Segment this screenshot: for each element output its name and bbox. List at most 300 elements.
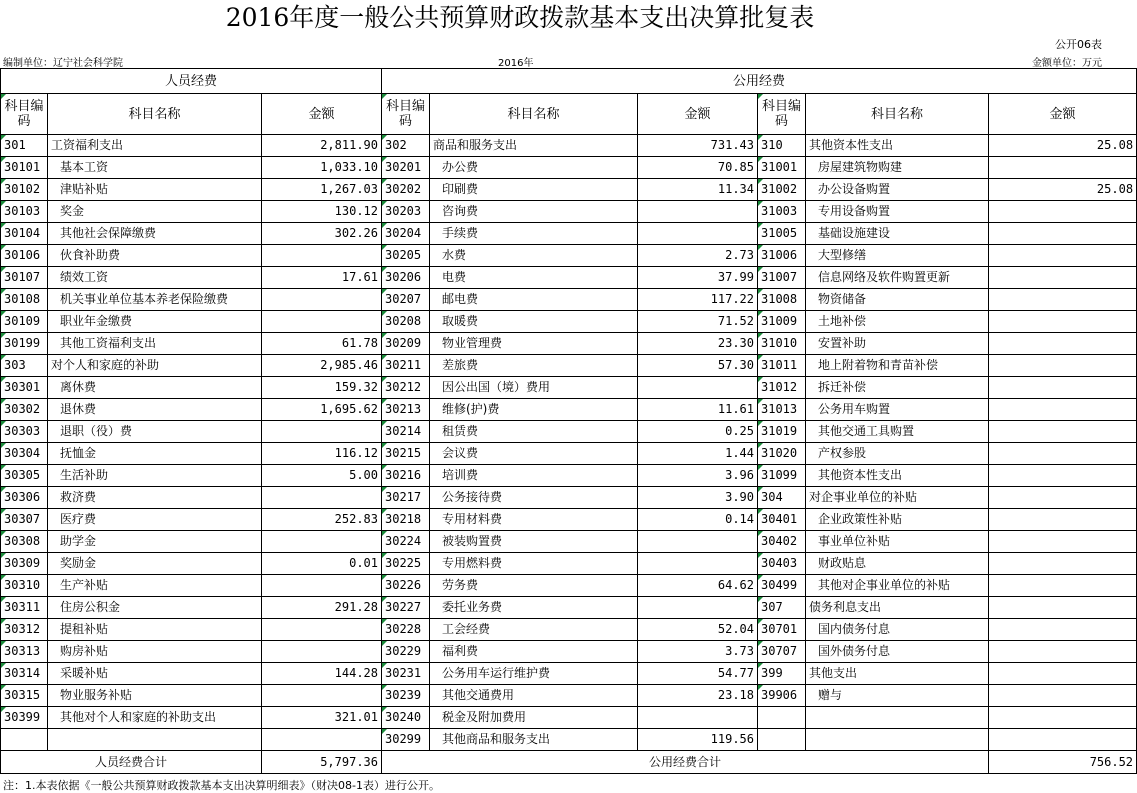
table-row [1, 157, 1137, 179]
public-goods-name: 水费 [430, 245, 638, 267]
public-capital-amount [989, 597, 1137, 619]
personnel-code: 30103 [1, 201, 48, 223]
public-capital-code [758, 729, 806, 751]
table-row [1, 729, 1137, 751]
public-goods-name: 商品和服务支出 [430, 135, 638, 157]
public-goods-name: 会议费 [430, 443, 638, 465]
personnel-amount [262, 289, 382, 311]
personnel-amount [262, 531, 382, 553]
header-code: 科目编码 [382, 94, 430, 135]
personnel-code: 30104 [1, 223, 48, 245]
public-goods-code: 30212 [382, 377, 430, 399]
personnel-code: 30305 [1, 465, 48, 487]
public-capital-code: 399 [758, 663, 806, 685]
public-capital-amount [989, 663, 1137, 685]
public-capital-amount [989, 421, 1137, 443]
public-goods-amount: 1.44 [638, 443, 758, 465]
personnel-name: 对个人和家庭的补助 [48, 355, 262, 377]
public-capital-amount [989, 641, 1137, 663]
personnel-code: 30107 [1, 267, 48, 289]
personnel-amount: 144.28 [262, 663, 382, 685]
public-capital-code: 30499 [758, 575, 806, 597]
public-goods-name: 手续费 [430, 223, 638, 245]
public-total-amount: 756.52 [989, 751, 1137, 774]
compiling-unit: 编制单位：辽宁社会科学院 [3, 58, 123, 69]
table-row [1, 399, 1137, 421]
personnel-name: 离休费 [48, 377, 262, 399]
personnel-code: 30314 [1, 663, 48, 685]
public-capital-name: 财政贴息 [806, 553, 989, 575]
public-capital-amount [989, 443, 1137, 465]
personnel-name: 绩效工资 [48, 267, 262, 289]
public-capital-name: 企业政策性补贴 [806, 509, 989, 531]
public-goods-amount: 23.30 [638, 333, 758, 355]
personnel-amount: 61.78 [262, 333, 382, 355]
personnel-name: 伙食补助费 [48, 245, 262, 267]
public-capital-name: 拆迁补偿 [806, 377, 989, 399]
public-capital-name: 大型修缮 [806, 245, 989, 267]
public-capital-name [806, 729, 989, 751]
section-personnel: 人员经费 [1, 69, 382, 94]
personnel-code: 30109 [1, 311, 48, 333]
personnel-code: 30306 [1, 487, 48, 509]
personnel-name: 工资福利支出 [48, 135, 262, 157]
public-goods-amount: 11.61 [638, 399, 758, 421]
table-row [1, 487, 1137, 509]
personnel-code: 30199 [1, 333, 48, 355]
personnel-code: 30301 [1, 377, 48, 399]
table-row [1, 421, 1137, 443]
public-goods-code: 30209 [382, 333, 430, 355]
public-capital-name [806, 707, 989, 729]
public-goods-name: 印刷费 [430, 179, 638, 201]
personnel-amount: 321.01 [262, 707, 382, 729]
public-capital-name: 房屋建筑物购建 [806, 157, 989, 179]
personnel-name [48, 729, 262, 751]
table-row [1, 355, 1137, 377]
personnel-code [1, 729, 48, 751]
public-goods-name: 其他交通费用 [430, 685, 638, 707]
public-goods-name: 福利费 [430, 641, 638, 663]
personnel-name: 生活补助 [48, 465, 262, 487]
public-goods-code: 30202 [382, 179, 430, 201]
public-goods-code: 30299 [382, 729, 430, 751]
public-capital-code: 31009 [758, 311, 806, 333]
public-capital-name: 其他资本性支出 [806, 135, 989, 157]
header-amount: 金额 [638, 94, 758, 135]
amount-unit: 金额单位：万元 [1032, 58, 1102, 69]
public-goods-code: 30229 [382, 641, 430, 663]
public-capital-code: 307 [758, 597, 806, 619]
public-goods-name: 被装购置费 [430, 531, 638, 553]
personnel-name: 其他工资福利支出 [48, 333, 262, 355]
public-goods-amount: 2.73 [638, 245, 758, 267]
public-goods-code: 30206 [382, 267, 430, 289]
personnel-name: 机关事业单位基本养老保险缴费 [48, 289, 262, 311]
public-capital-amount [989, 289, 1137, 311]
public-goods-code: 30208 [382, 311, 430, 333]
public-goods-name: 税金及附加费用 [430, 707, 638, 729]
public-capital-code [758, 707, 806, 729]
table-row [1, 135, 1137, 157]
personnel-code: 30312 [1, 619, 48, 641]
public-goods-name: 取暖费 [430, 311, 638, 333]
table-row [1, 553, 1137, 575]
public-goods-code: 30205 [382, 245, 430, 267]
personnel-amount: 17.61 [262, 267, 382, 289]
personnel-name: 提租补贴 [48, 619, 262, 641]
public-capital-code: 31011 [758, 355, 806, 377]
public-goods-name: 电费 [430, 267, 638, 289]
personnel-amount: 130.12 [262, 201, 382, 223]
public-goods-name: 其他商品和服务支出 [430, 729, 638, 751]
public-goods-amount: 0.25 [638, 421, 758, 443]
public-goods-amount: 71.52 [638, 311, 758, 333]
public-goods-code: 30201 [382, 157, 430, 179]
table-row [1, 267, 1137, 289]
public-capital-amount [989, 685, 1137, 707]
personnel-amount: 1,267.03 [262, 179, 382, 201]
public-capital-amount: 25.08 [989, 179, 1137, 201]
personnel-code: 30310 [1, 575, 48, 597]
table-row [1, 707, 1137, 729]
report-year: 2016年 [498, 58, 534, 69]
public-capital-amount [989, 377, 1137, 399]
public-capital-amount [989, 311, 1137, 333]
public-goods-amount: 11.34 [638, 179, 758, 201]
public-capital-code: 31002 [758, 179, 806, 201]
public-goods-code: 30217 [382, 487, 430, 509]
public-capital-name: 基础设施建设 [806, 223, 989, 245]
public-goods-code: 30207 [382, 289, 430, 311]
public-capital-code: 30403 [758, 553, 806, 575]
personnel-amount [262, 729, 382, 751]
public-capital-amount [989, 399, 1137, 421]
public-capital-name: 其他支出 [806, 663, 989, 685]
public-goods-amount: 64.62 [638, 575, 758, 597]
personnel-name: 津贴补贴 [48, 179, 262, 201]
public-goods-name: 维修(护)费 [430, 399, 638, 421]
header-code: 科目编码 [1, 94, 48, 135]
public-capital-name: 其他对企事业单位的补贴 [806, 575, 989, 597]
public-capital-amount [989, 201, 1137, 223]
public-goods-code: 30203 [382, 201, 430, 223]
personnel-name: 住房公积金 [48, 597, 262, 619]
public-capital-name: 专用设备购置 [806, 201, 989, 223]
public-capital-code: 31020 [758, 443, 806, 465]
public-goods-code: 30226 [382, 575, 430, 597]
personnel-amount [262, 311, 382, 333]
table-row [1, 201, 1137, 223]
table-row [1, 333, 1137, 355]
public-goods-amount: 3.96 [638, 465, 758, 487]
personnel-amount [262, 245, 382, 267]
public-capital-code: 31019 [758, 421, 806, 443]
public-capital-name: 安置补助 [806, 333, 989, 355]
public-goods-code: 30213 [382, 399, 430, 421]
personnel-amount: 302.26 [262, 223, 382, 245]
public-capital-name: 事业单位补贴 [806, 531, 989, 553]
personnel-code: 30307 [1, 509, 48, 531]
public-capital-amount [989, 707, 1137, 729]
expenditure-table [0, 68, 1137, 774]
public-goods-amount: 0.14 [638, 509, 758, 531]
public-goods-amount: 731.43 [638, 135, 758, 157]
personnel-amount [262, 641, 382, 663]
public-capital-amount [989, 223, 1137, 245]
personnel-code: 30108 [1, 289, 48, 311]
report-title: 2016年度一般公共预算财政拨款基本支出决算批复表 [225, 3, 815, 32]
table-row [1, 531, 1137, 553]
public-capital-amount [989, 245, 1137, 267]
public-goods-name: 劳务费 [430, 575, 638, 597]
personnel-code: 30313 [1, 641, 48, 663]
header-amount: 金额 [262, 94, 382, 135]
personnel-code: 30303 [1, 421, 48, 443]
personnel-total-amount: 5,797.36 [262, 751, 382, 774]
public-goods-amount: 119.56 [638, 729, 758, 751]
header-amount: 金额 [989, 94, 1137, 135]
public-capital-amount [989, 729, 1137, 751]
public-capital-name: 土地补偿 [806, 311, 989, 333]
personnel-code: 301 [1, 135, 48, 157]
personnel-name: 救济费 [48, 487, 262, 509]
personnel-amount: 159.32 [262, 377, 382, 399]
public-goods-code: 30231 [382, 663, 430, 685]
public-capital-code: 31012 [758, 377, 806, 399]
personnel-code: 30101 [1, 157, 48, 179]
public-goods-name: 邮电费 [430, 289, 638, 311]
public-goods-name: 物业管理费 [430, 333, 638, 355]
personnel-total-label: 人员经费合计 [1, 751, 262, 774]
personnel-code: 30311 [1, 597, 48, 619]
table-row [1, 443, 1137, 465]
public-capital-amount [989, 355, 1137, 377]
public-goods-code: 30227 [382, 597, 430, 619]
personnel-code: 30399 [1, 707, 48, 729]
public-capital-code: 304 [758, 487, 806, 509]
public-capital-code: 30707 [758, 641, 806, 663]
public-capital-amount [989, 509, 1137, 531]
personnel-name: 采暖补贴 [48, 663, 262, 685]
public-capital-name: 办公设备购置 [806, 179, 989, 201]
table-row [1, 509, 1137, 531]
public-goods-amount [638, 223, 758, 245]
table-row [1, 465, 1137, 487]
table-row [1, 223, 1137, 245]
form-number: 公开06表 [1055, 38, 1102, 51]
public-goods-amount: 70.85 [638, 157, 758, 179]
header-name: 科目名称 [430, 94, 638, 135]
personnel-name: 抚恤金 [48, 443, 262, 465]
header-code: 科目编码 [758, 94, 806, 135]
personnel-amount: 116.12 [262, 443, 382, 465]
personnel-code: 30302 [1, 399, 48, 421]
public-goods-amount: 3.73 [638, 641, 758, 663]
public-goods-name: 专用材料费 [430, 509, 638, 531]
table-row [1, 663, 1137, 685]
public-capital-name: 赠与 [806, 685, 989, 707]
section-public: 公用经费 [382, 69, 1137, 94]
public-capital-code: 310 [758, 135, 806, 157]
public-capital-name: 物资储备 [806, 289, 989, 311]
public-goods-name: 委托业务费 [430, 597, 638, 619]
public-capital-code: 31008 [758, 289, 806, 311]
public-goods-amount [638, 377, 758, 399]
public-goods-amount [638, 531, 758, 553]
public-goods-amount [638, 707, 758, 729]
public-capital-amount [989, 531, 1137, 553]
public-goods-name: 培训费 [430, 465, 638, 487]
public-capital-amount [989, 333, 1137, 355]
personnel-amount: 2,985.46 [262, 355, 382, 377]
personnel-code: 30102 [1, 179, 48, 201]
public-capital-amount [989, 157, 1137, 179]
public-capital-code: 30701 [758, 619, 806, 641]
public-capital-code: 31005 [758, 223, 806, 245]
public-capital-code: 31001 [758, 157, 806, 179]
personnel-amount: 252.83 [262, 509, 382, 531]
personnel-code: 30315 [1, 685, 48, 707]
table-row [1, 245, 1137, 267]
personnel-name: 物业服务补贴 [48, 685, 262, 707]
header-name: 科目名称 [48, 94, 262, 135]
public-goods-code: 30216 [382, 465, 430, 487]
public-capital-name: 地上附着物和青苗补偿 [806, 355, 989, 377]
public-goods-amount [638, 201, 758, 223]
personnel-code: 30308 [1, 531, 48, 553]
public-capital-amount [989, 267, 1137, 289]
table-row [1, 377, 1137, 399]
public-goods-code: 30225 [382, 553, 430, 575]
public-goods-code: 30218 [382, 509, 430, 531]
public-goods-name: 咨询费 [430, 201, 638, 223]
public-goods-code: 30215 [382, 443, 430, 465]
public-capital-code: 31099 [758, 465, 806, 487]
table-row [1, 575, 1137, 597]
personnel-amount [262, 421, 382, 443]
public-capital-code: 31013 [758, 399, 806, 421]
personnel-amount [262, 685, 382, 707]
personnel-name: 退休费 [48, 399, 262, 421]
table-row [1, 641, 1137, 663]
public-capital-amount [989, 553, 1137, 575]
public-goods-code: 30204 [382, 223, 430, 245]
public-capital-amount [989, 575, 1137, 597]
personnel-code: 303 [1, 355, 48, 377]
personnel-name: 奖励金 [48, 553, 262, 575]
public-goods-name: 工会经费 [430, 619, 638, 641]
public-capital-amount [989, 619, 1137, 641]
public-capital-code: 31007 [758, 267, 806, 289]
personnel-amount: 0.01 [262, 553, 382, 575]
public-capital-code: 31003 [758, 201, 806, 223]
personnel-amount: 291.28 [262, 597, 382, 619]
public-goods-amount: 52.04 [638, 619, 758, 641]
personnel-name: 基本工资 [48, 157, 262, 179]
public-goods-code: 30214 [382, 421, 430, 443]
public-goods-name: 因公出国（境）费用 [430, 377, 638, 399]
public-capital-name: 其他交通工具购置 [806, 421, 989, 443]
personnel-amount: 2,811.90 [262, 135, 382, 157]
public-capital-code: 31006 [758, 245, 806, 267]
public-goods-amount [638, 597, 758, 619]
public-capital-code: 30402 [758, 531, 806, 553]
public-goods-code: 30240 [382, 707, 430, 729]
public-goods-name: 专用燃料费 [430, 553, 638, 575]
footnote: 注：1.本表依据《一般公共预算财政拨款基本支出决算明细表》（财决08-1表）进行公开。 [3, 779, 440, 792]
public-goods-amount: 54.77 [638, 663, 758, 685]
personnel-name: 其他对个人和家庭的补助支出 [48, 707, 262, 729]
personnel-amount [262, 575, 382, 597]
public-goods-code: 30239 [382, 685, 430, 707]
personnel-amount [262, 487, 382, 509]
public-goods-amount: 37.99 [638, 267, 758, 289]
personnel-amount [262, 619, 382, 641]
header-name: 科目名称 [806, 94, 989, 135]
public-goods-amount: 23.18 [638, 685, 758, 707]
personnel-amount: 1,695.62 [262, 399, 382, 421]
public-capital-name: 国外债务付息 [806, 641, 989, 663]
personnel-amount: 1,033.10 [262, 157, 382, 179]
public-capital-name: 公务用车购置 [806, 399, 989, 421]
personnel-name: 其他社会保障缴费 [48, 223, 262, 245]
personnel-code: 30309 [1, 553, 48, 575]
public-capital-amount: 25.08 [989, 135, 1137, 157]
public-goods-amount: 57.30 [638, 355, 758, 377]
personnel-name: 退职（役）费 [48, 421, 262, 443]
table-row [1, 289, 1137, 311]
personnel-name: 生产补贴 [48, 575, 262, 597]
table-row [1, 619, 1137, 641]
personnel-code: 30106 [1, 245, 48, 267]
table-row [1, 597, 1137, 619]
public-goods-name: 办公费 [430, 157, 638, 179]
table-row [1, 311, 1137, 333]
public-capital-code: 30401 [758, 509, 806, 531]
public-total-label: 公用经费合计 [382, 751, 989, 774]
public-capital-amount [989, 487, 1137, 509]
public-goods-code: 30224 [382, 531, 430, 553]
personnel-name: 奖金 [48, 201, 262, 223]
public-goods-name: 差旅费 [430, 355, 638, 377]
personnel-amount: 5.00 [262, 465, 382, 487]
personnel-name: 职业年金缴费 [48, 311, 262, 333]
personnel-name: 医疗费 [48, 509, 262, 531]
public-goods-amount: 3.90 [638, 487, 758, 509]
public-capital-name: 债务利息支出 [806, 597, 989, 619]
public-capital-amount [989, 465, 1137, 487]
public-goods-code: 302 [382, 135, 430, 157]
personnel-code: 30304 [1, 443, 48, 465]
public-goods-code: 30211 [382, 355, 430, 377]
public-capital-name: 信息网络及软件购置更新 [806, 267, 989, 289]
public-capital-name: 国内债务付息 [806, 619, 989, 641]
public-goods-amount [638, 553, 758, 575]
personnel-name: 购房补贴 [48, 641, 262, 663]
public-capital-code: 31010 [758, 333, 806, 355]
table-row [1, 179, 1137, 201]
public-capital-name: 对企事业单位的补贴 [806, 487, 989, 509]
public-goods-code: 30228 [382, 619, 430, 641]
public-goods-name: 租赁费 [430, 421, 638, 443]
public-goods-amount: 117.22 [638, 289, 758, 311]
personnel-name: 助学金 [48, 531, 262, 553]
public-goods-name: 公务用车运行维护费 [430, 663, 638, 685]
public-capital-name: 产权参股 [806, 443, 989, 465]
public-capital-code: 39906 [758, 685, 806, 707]
table-row [1, 685, 1137, 707]
